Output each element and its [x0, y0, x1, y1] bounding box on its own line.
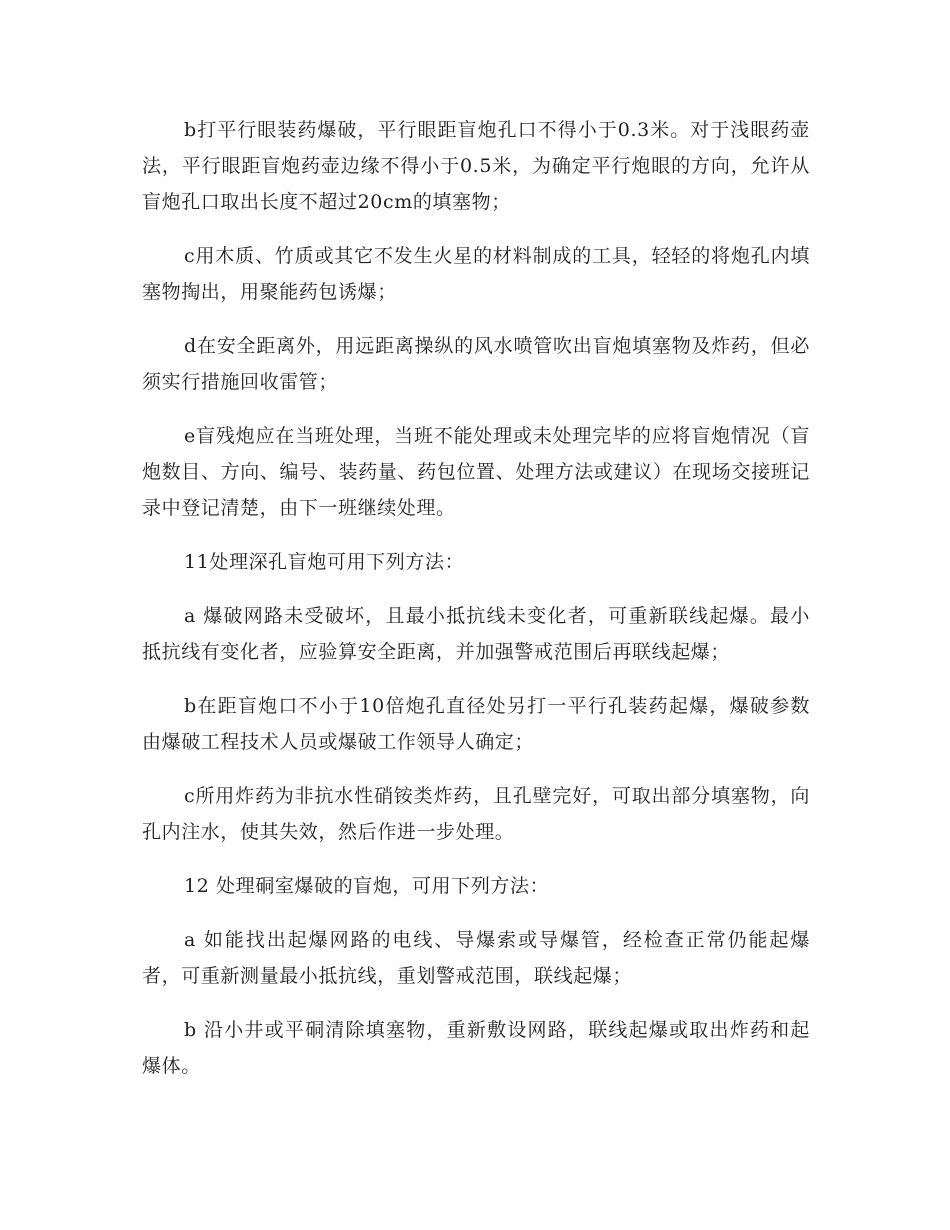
document-body	[142, 112, 810, 1102]
paragraph-11c-water-injection: c所用炸药为非抗水性硝铵类炸药，且孔壁完好，可取出部分填塞物，向孔内注水，使其失效，然后作进一步处理。	[142, 785, 810, 843]
paragraph-11a-reconnect: a 爆破网路未受破坏，且最小抵抗线未变化者，可重新联线起爆。最小抵抗线有变化者，应验算安全距离，并加强警戒范围后再联线起爆；	[142, 605, 810, 663]
paragraph-12a-reconnect: a 如能找出起爆网路的电线、导爆索或导爆管，经检查正常仍能起爆者，可重新测量最小抵抗线，重划警戒范围，联线起爆；	[142, 929, 810, 987]
section-11-heading: 11处理深孔盲炮可用下列方法：	[184, 551, 465, 573]
paragraph-e-shift-handling: e盲残炮应在当班处理，当班不能处理或未处理完毕的应将盲炮情况（盲炮数目、方向、编号、装药量、药包位置、处理方法或建议）在现场交接班记录中登记清楚，由下一班继续处理。	[142, 425, 810, 519]
section-12-heading: 12 处理硐室爆破的盲炮，可用下列方法：	[184, 875, 550, 897]
paragraph-c-non-spark-tool: c用木质、竹质或其它不发生火星的材料制成的工具，轻轻的将炮孔内填塞物掏出，用聚能药包诱爆；	[142, 245, 810, 303]
paragraph-b-parallel-hole: b打平行眼装药爆破，平行眼距盲炮孔口不得小于0.3米。对于浅眼药壶法，平行眼距盲炮药壶边缘不得小于0.5米，为确定平行炮眼的方向，允许从盲炮孔口取出长度不超过20cm的填塞物；	[142, 119, 810, 213]
paragraph-11b-parallel-hole: b在距盲炮口不小于10倍炮孔直径处另打一平行孔装药起爆，爆破参数由爆破工程技术人员或爆破工作领导人确定；	[142, 695, 810, 753]
paragraph-d-water-jet: d在安全距离外，用远距离操纵的风水喷管吹出盲炮填塞物及炸药，但必须实行措施回收雷管；	[142, 335, 810, 393]
paragraph-12b-clear-fill: b 沿小井或平硐清除填塞物，重新敷设网路，联线起爆或取出炸药和起爆体。	[142, 1019, 810, 1077]
